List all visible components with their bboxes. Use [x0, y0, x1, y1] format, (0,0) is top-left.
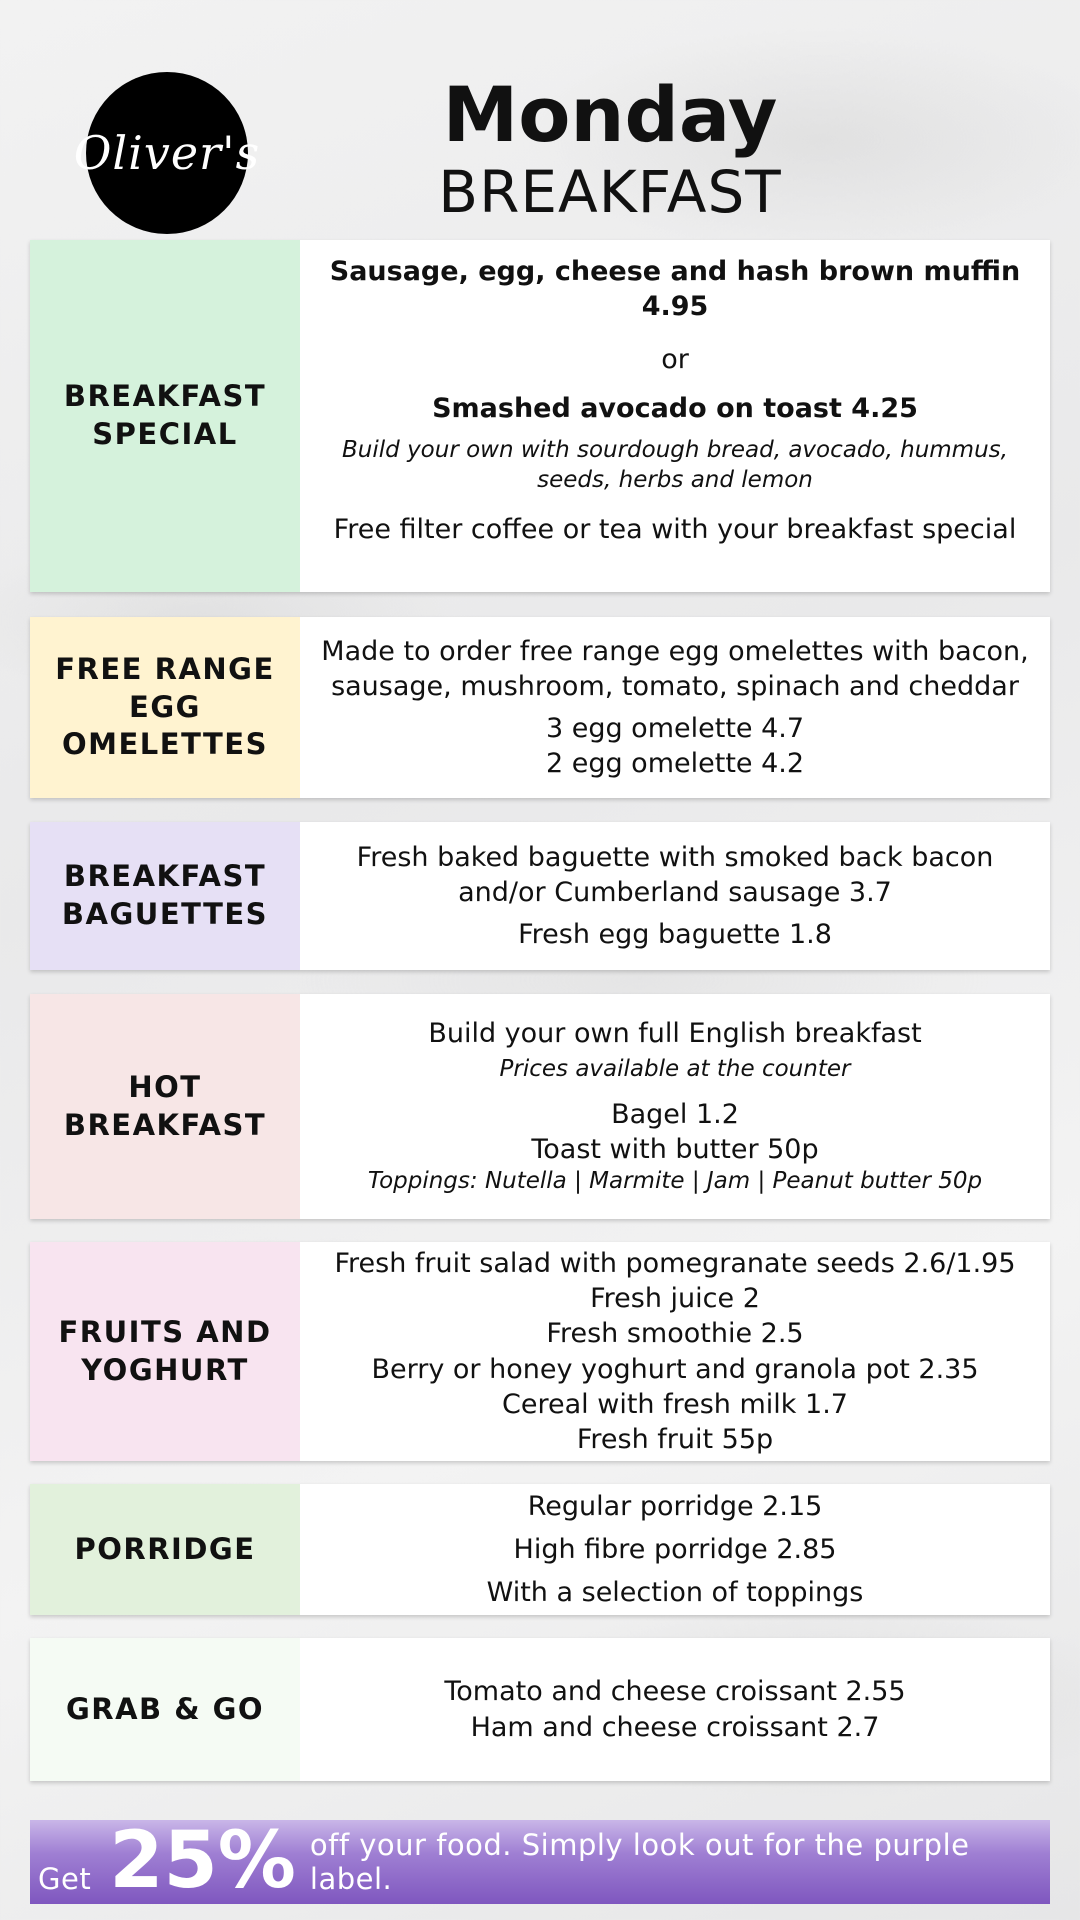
section-content [300, 617, 1050, 798]
menu-note: Toppings: Nutella | Marmite | Jam | Peanut butter 50p [367, 1168, 983, 1195]
section-baguettes [30, 822, 1050, 970]
section-label: GRAB & GO [30, 1638, 300, 1781]
menu-item: Berry or honey yoghurt and granola pot 2.35 [371, 1353, 979, 1385]
menu-text: Build your own full English breakfast [428, 1017, 922, 1049]
menu-item: Fresh smoothie 2.5 [546, 1318, 804, 1350]
menu-item: 2 egg omelette 4.2 [545, 747, 805, 779]
menu-text: Made to order free range egg omelettes with bacon, sausage, mushroom, tomato, spinach and cheddar [321, 636, 1029, 703]
menu-item: Ham and cheese croissant 2.7 [470, 1711, 880, 1743]
menu-item: Fresh fruit 55p [576, 1423, 774, 1455]
section-content [300, 1638, 1050, 1781]
section-content [300, 240, 1050, 592]
menu-item: High fibre porridge 2.85 [513, 1533, 837, 1565]
menu-note: Build your own with sourdough bread, avocado, hummus, seeds, herbs and lemon [342, 437, 1008, 494]
section-label: PORRIDGE [30, 1484, 300, 1615]
menu-note: Prices available at the counter [499, 1056, 851, 1083]
menu-text: Free filter coffee or tea with your breakfast special [333, 514, 1017, 546]
section-fruits-yoghurt [30, 1242, 1050, 1461]
menu-item: Cereal with fresh milk 1.7 [502, 1388, 848, 1420]
section-label: FRUITS AND YOGHURT [30, 1242, 300, 1461]
menu-item: Toast with butter 50p [531, 1134, 819, 1166]
menu-item: Fresh juice 2 [590, 1283, 760, 1315]
section-content [300, 994, 1050, 1219]
section-hot-breakfast [30, 994, 1050, 1219]
section-grab-go [30, 1638, 1050, 1781]
section-label: FREE RANGE EGG OMELETTES [30, 617, 300, 798]
section-content [300, 822, 1050, 970]
section-omelettes [30, 617, 1050, 798]
promo-percent: 25% [109, 1815, 296, 1906]
promo-text: off your food. Simply look out for the purple label. [309, 1828, 970, 1896]
section-content [300, 1484, 1050, 1615]
promo-banner [30, 1815, 1050, 1906]
menu-meal: BREAKFAST [438, 158, 782, 226]
menu-item: 3 egg omelette 4.7 [545, 712, 805, 744]
menu-item: Sausage, egg, cheese and hash brown muffin 4.95 [329, 256, 1021, 323]
menu-item: Fresh egg baguette 1.8 [518, 918, 832, 950]
menu-text: With a selection of toppings [486, 1577, 864, 1609]
menu-day: Monday [442, 70, 778, 159]
menu-item: Fresh baked baguette with smoked back bacon and/or Cumberland sausage 3.7 [356, 842, 994, 909]
section-breakfast-special [30, 240, 1050, 592]
menu-item: Regular porridge 2.15 [527, 1490, 823, 1522]
section-porridge [30, 1484, 1050, 1615]
section-label: BREAKFAST BAGUETTES [30, 822, 300, 970]
menu-item: Bagel 1.2 [611, 1098, 739, 1130]
menu-item: Smashed avocado on toast 4.25 [432, 393, 918, 425]
menu-text: or [661, 344, 689, 376]
section-label: BREAKFAST SPECIAL [30, 240, 300, 592]
section-label: HOT BREAKFAST [30, 994, 300, 1219]
menu-item: Fresh fruit salad with pomegranate seeds 2.6/1.95 [334, 1248, 1016, 1280]
menu-item: Tomato and cheese croissant 2.55 [444, 1676, 906, 1708]
logo-text: Oliver's [73, 126, 261, 180]
promo-prefix: Get [38, 1862, 92, 1896]
section-content [300, 1242, 1050, 1461]
